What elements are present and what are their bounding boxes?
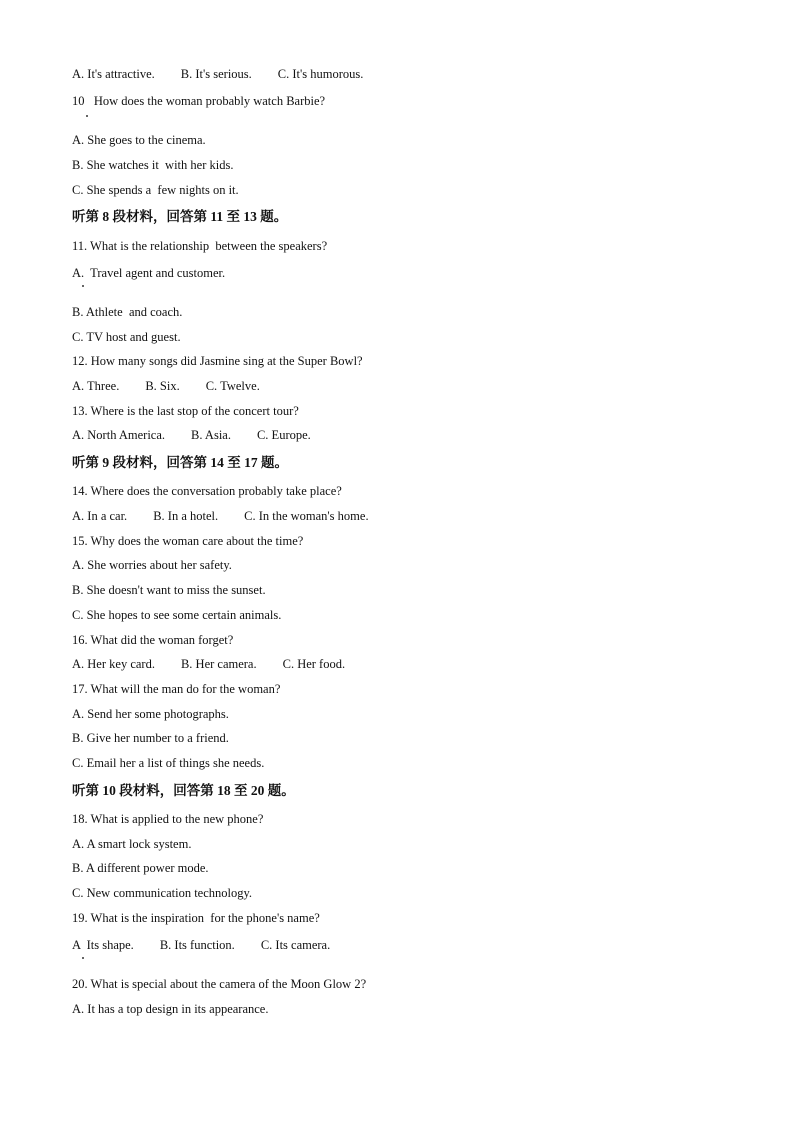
option-row — [72, 937, 330, 953]
option-item: A Its shape. — [72, 938, 134, 952]
section-heading: 听第 8 段材料，回答第 11 至 13 题。 — [72, 209, 288, 224]
scan-dot — [86, 115, 88, 117]
option-row — [72, 427, 311, 443]
option-text: C. New communication technology. — [72, 886, 253, 900]
option-text: C. TV host and guest. — [72, 330, 181, 344]
option-item: C. In the woman's home. — [244, 509, 369, 523]
option-row — [72, 656, 345, 672]
option-text: A. She worries about her safety. — [72, 558, 232, 572]
question-text: 11. What is the relationship between the speakers? — [72, 239, 328, 253]
option-item: C. Her food. — [282, 657, 346, 671]
option-item: C. Europe. — [256, 428, 311, 442]
option-item: B. Six. — [145, 379, 180, 393]
question-text: 12. How many songs did Jasmine sing at the Super Bowl? — [72, 354, 363, 368]
option-item: C. Twelve. — [205, 379, 260, 393]
option-item: A. Her key card. — [72, 657, 155, 671]
option-row — [72, 378, 260, 394]
option-text: A. Travel agent and customer. — [72, 266, 226, 280]
option-text: B. Athlete and coach. — [72, 305, 183, 319]
option-text: A. She goes to the cinema. — [72, 133, 206, 147]
option-text: C. She hopes to see some certain animals. — [72, 608, 282, 622]
scan-dot — [82, 285, 84, 287]
question-text: 15. Why does the woman care about the time? — [72, 534, 304, 548]
question-text: 10 How does the woman probably watch Barbie? — [72, 94, 326, 108]
option-text: B. She doesn't want to miss the sunset. — [72, 583, 266, 597]
section-heading: 听第 10 段材料，回答第 18 至 20 题。 — [72, 783, 295, 798]
question-text: 19. What is the inspiration for the phone's name? — [72, 911, 320, 925]
section-heading: 听第 9 段材料，回答第 14 至 17 题。 — [72, 455, 288, 470]
question-text: 17. What will the man do for the woman? — [72, 682, 281, 696]
option-item: B. Her camera. — [180, 657, 257, 671]
option-text: C. Email her a list of things she needs. — [72, 756, 265, 770]
question-text: 14. Where does the conversation probably take place? — [72, 484, 342, 498]
option-item: B. Asia. — [191, 428, 231, 442]
option-item: A. Three. — [72, 379, 120, 393]
option-item: A. It's attractive. — [72, 67, 155, 81]
option-text: B. Give her number to a friend. — [72, 731, 229, 745]
option-text: C. She spends a few nights on it. — [72, 183, 239, 197]
option-text: A. A smart lock system. — [72, 837, 192, 851]
option-row — [72, 66, 363, 82]
option-row — [72, 508, 369, 524]
option-text: B. A different power mode. — [72, 861, 209, 875]
option-item: B. Its function. — [159, 938, 235, 952]
option-item: C. Its camera. — [260, 938, 331, 952]
question-text: 18. What is applied to the new phone? — [72, 812, 264, 826]
option-text: B. She watches it with her kids. — [72, 158, 234, 172]
option-item: B. In a hotel. — [153, 509, 219, 523]
question-text: 16. What did the woman forget? — [72, 633, 234, 647]
option-item: C. It's humorous. — [277, 67, 364, 81]
option-text: A. It has a top design in its appearance. — [72, 1002, 269, 1016]
option-item: A. In a car. — [72, 509, 128, 523]
option-item: B. It's serious. — [180, 67, 252, 81]
option-item: A. North America. — [72, 428, 166, 442]
question-text: 13. Where is the last stop of the concert tour? — [72, 404, 299, 418]
question-text: 20. What is special about the camera of the Moon Glow 2? — [72, 977, 367, 991]
scan-dot — [82, 957, 84, 959]
option-text: A. Send her some photographs. — [72, 707, 229, 721]
